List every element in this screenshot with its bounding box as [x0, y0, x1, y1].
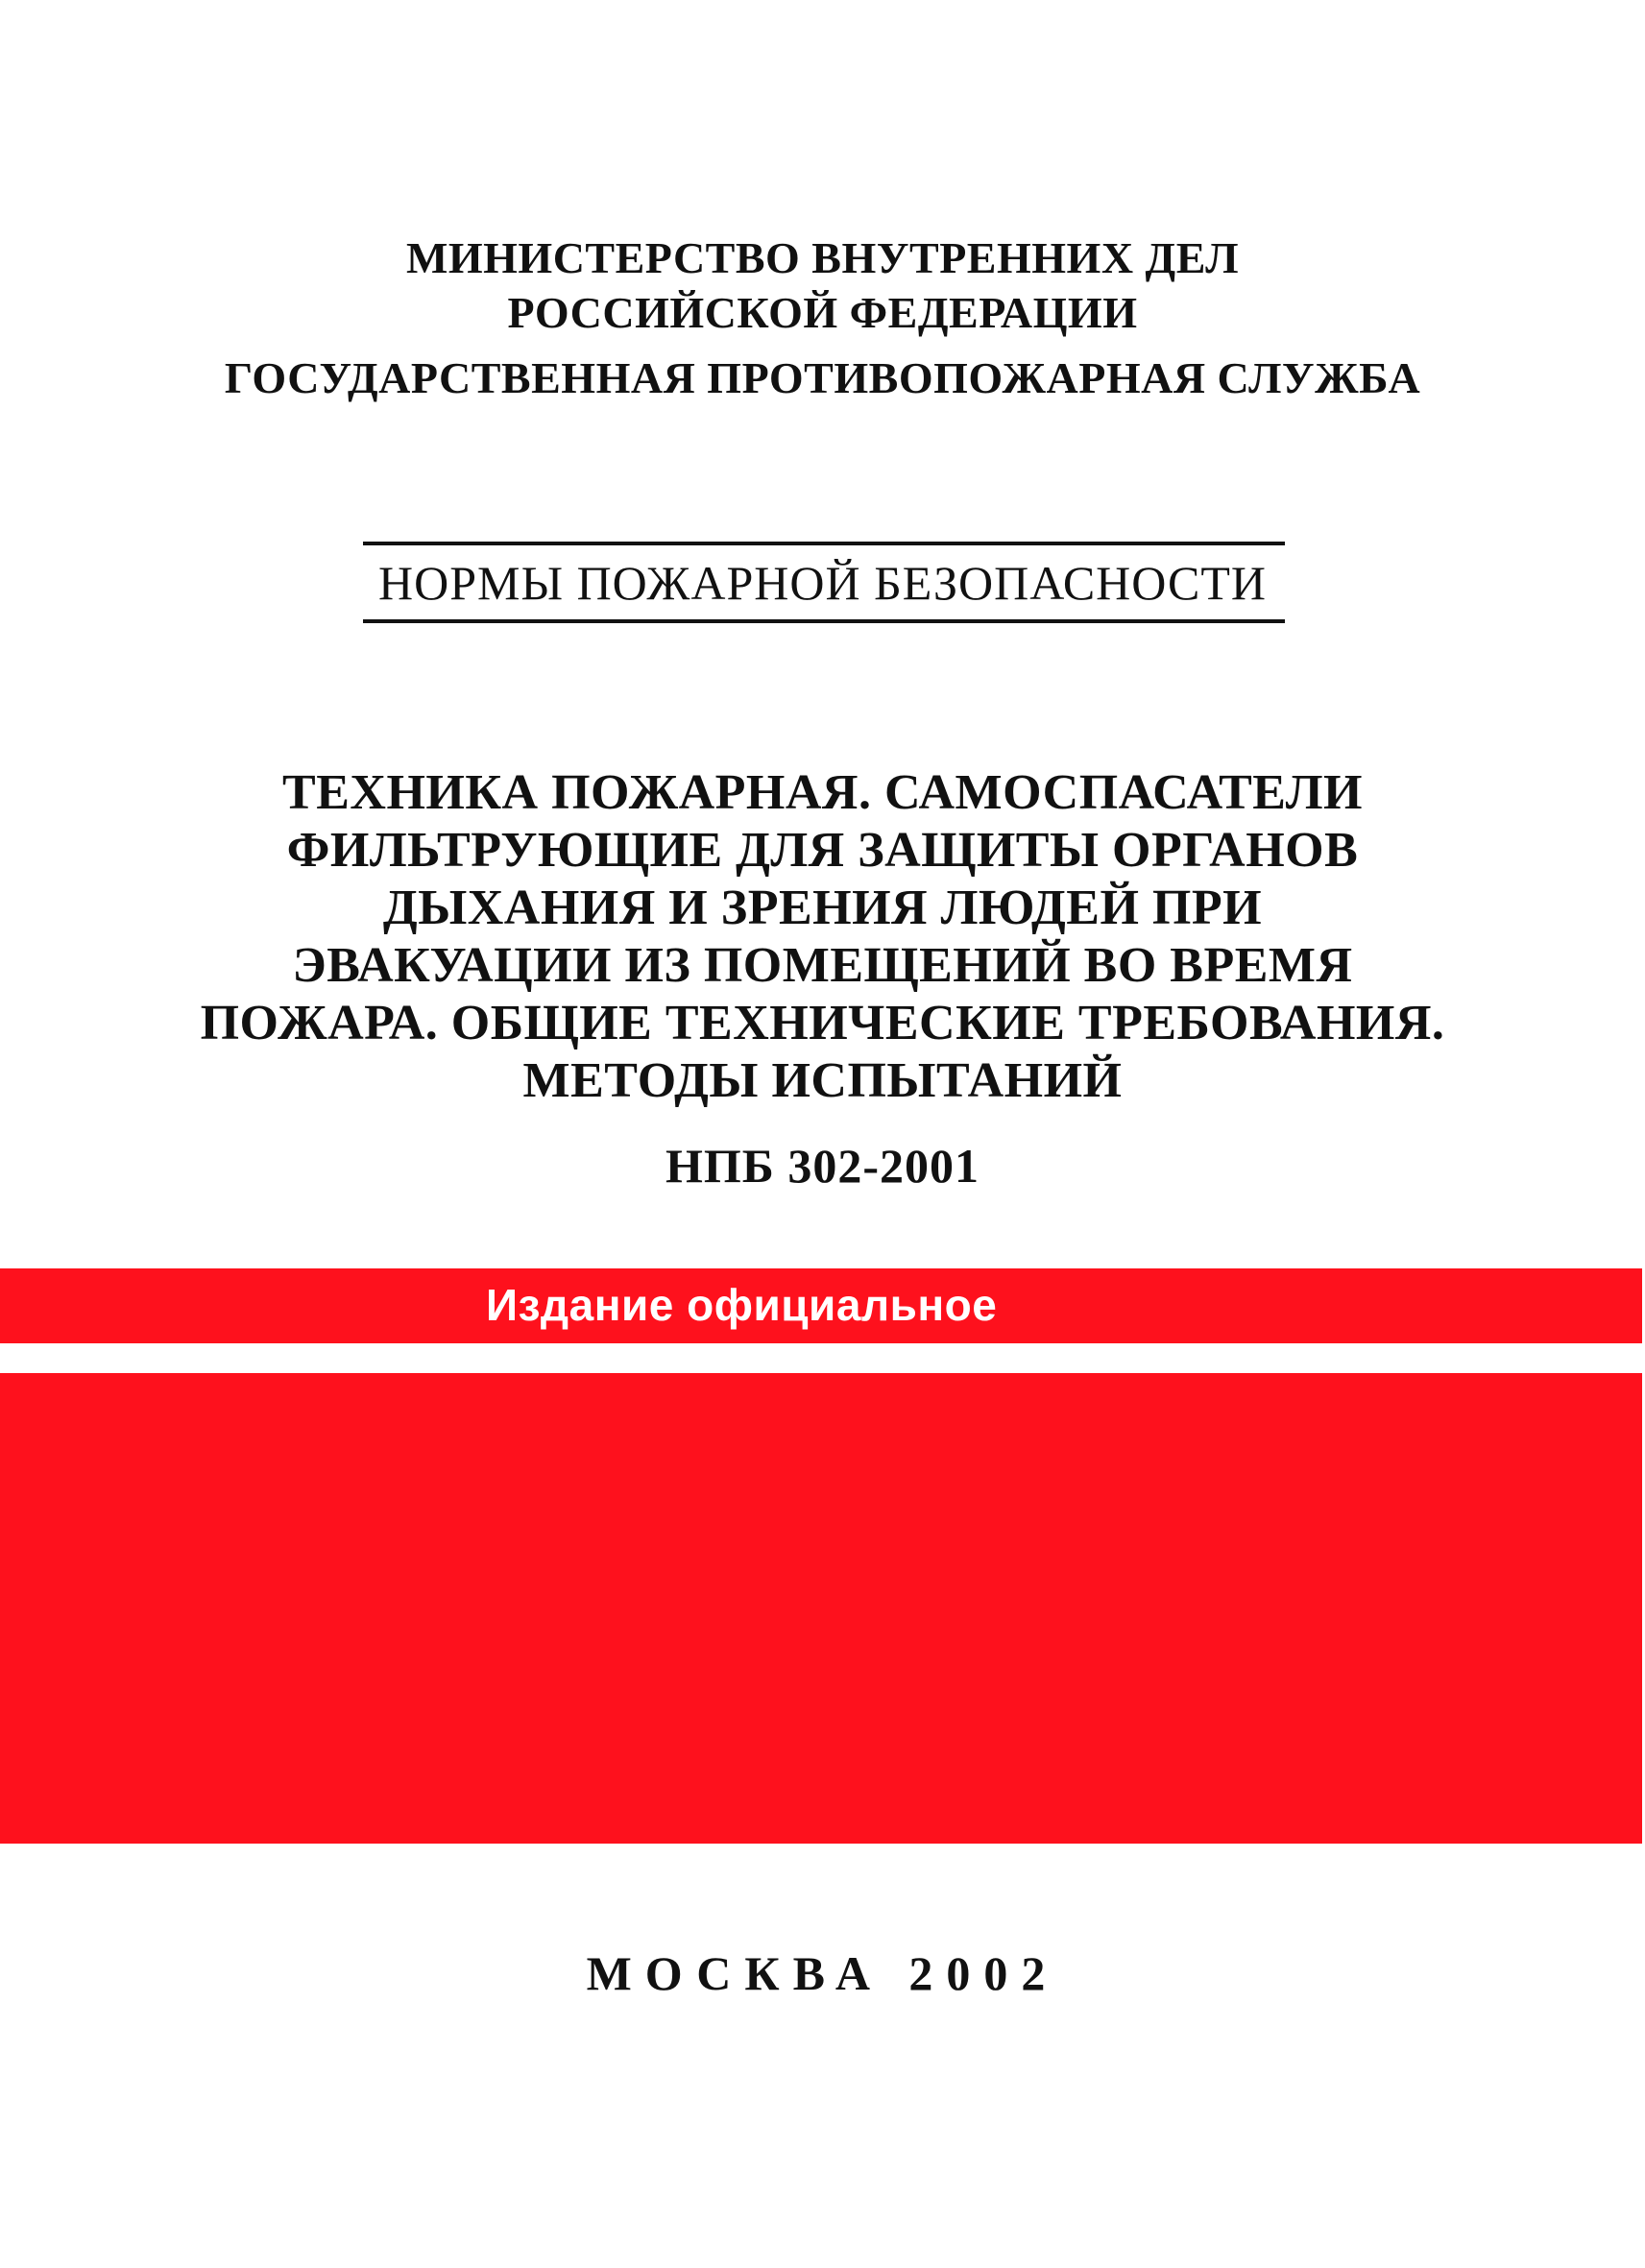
document-title: [0, 764, 1645, 1110]
ministry-line-1: МИНИСТЕРСТВО ВНУТРЕННИХ ДЕЛ: [405, 233, 1240, 282]
title-line: ЭВАКУАЦИИ ИЗ ПОМЕЩЕНИЙ ВО ВРЕМЯ: [292, 938, 1353, 993]
document-code: НПБ 302-2001: [665, 1139, 980, 1193]
series-title: НОРМЫ ПОЖАРНОЙ БЕЗОПАСНОСТИ: [377, 556, 1268, 610]
title-line: ПОЖАРА. ОБЩИЕ ТЕХНИЧЕСКИЕ ТРЕБОВАНИЯ.: [200, 996, 1445, 1050]
series-rule-top: [363, 542, 1285, 545]
title-line: ФИЛЬТРУЮЩИЕ ДЛЯ ЗАЩИТЫ ОРГАНОВ: [286, 823, 1359, 878]
ministry-name: [0, 230, 1645, 340]
ministry-line-2: РОССИЙСКОЙ ФЕДЕРАЦИИ: [507, 288, 1138, 337]
series-rule-bottom: [363, 619, 1285, 623]
title-line: МЕТОДЫ ИСПЫТАНИЙ: [522, 1053, 1123, 1108]
service-name: ГОСУДАРСТВЕННАЯ ПРОТИВОПОЖАРНАЯ СЛУЖБА: [224, 353, 1421, 402]
title-line: ТЕХНИКА ПОЖАРНАЯ. САМОСПАСАТЕЛИ: [282, 765, 1363, 820]
title-line: ДЫХАНИЯ И ЗРЕНИЯ ЛЮДЕЙ ПРИ: [382, 881, 1263, 935]
red-decorative-block: [0, 1373, 1642, 1844]
official-edition-label: Издание официальное: [486, 1280, 998, 1330]
city-year: МОСКВА 2002: [586, 1946, 1059, 2000]
